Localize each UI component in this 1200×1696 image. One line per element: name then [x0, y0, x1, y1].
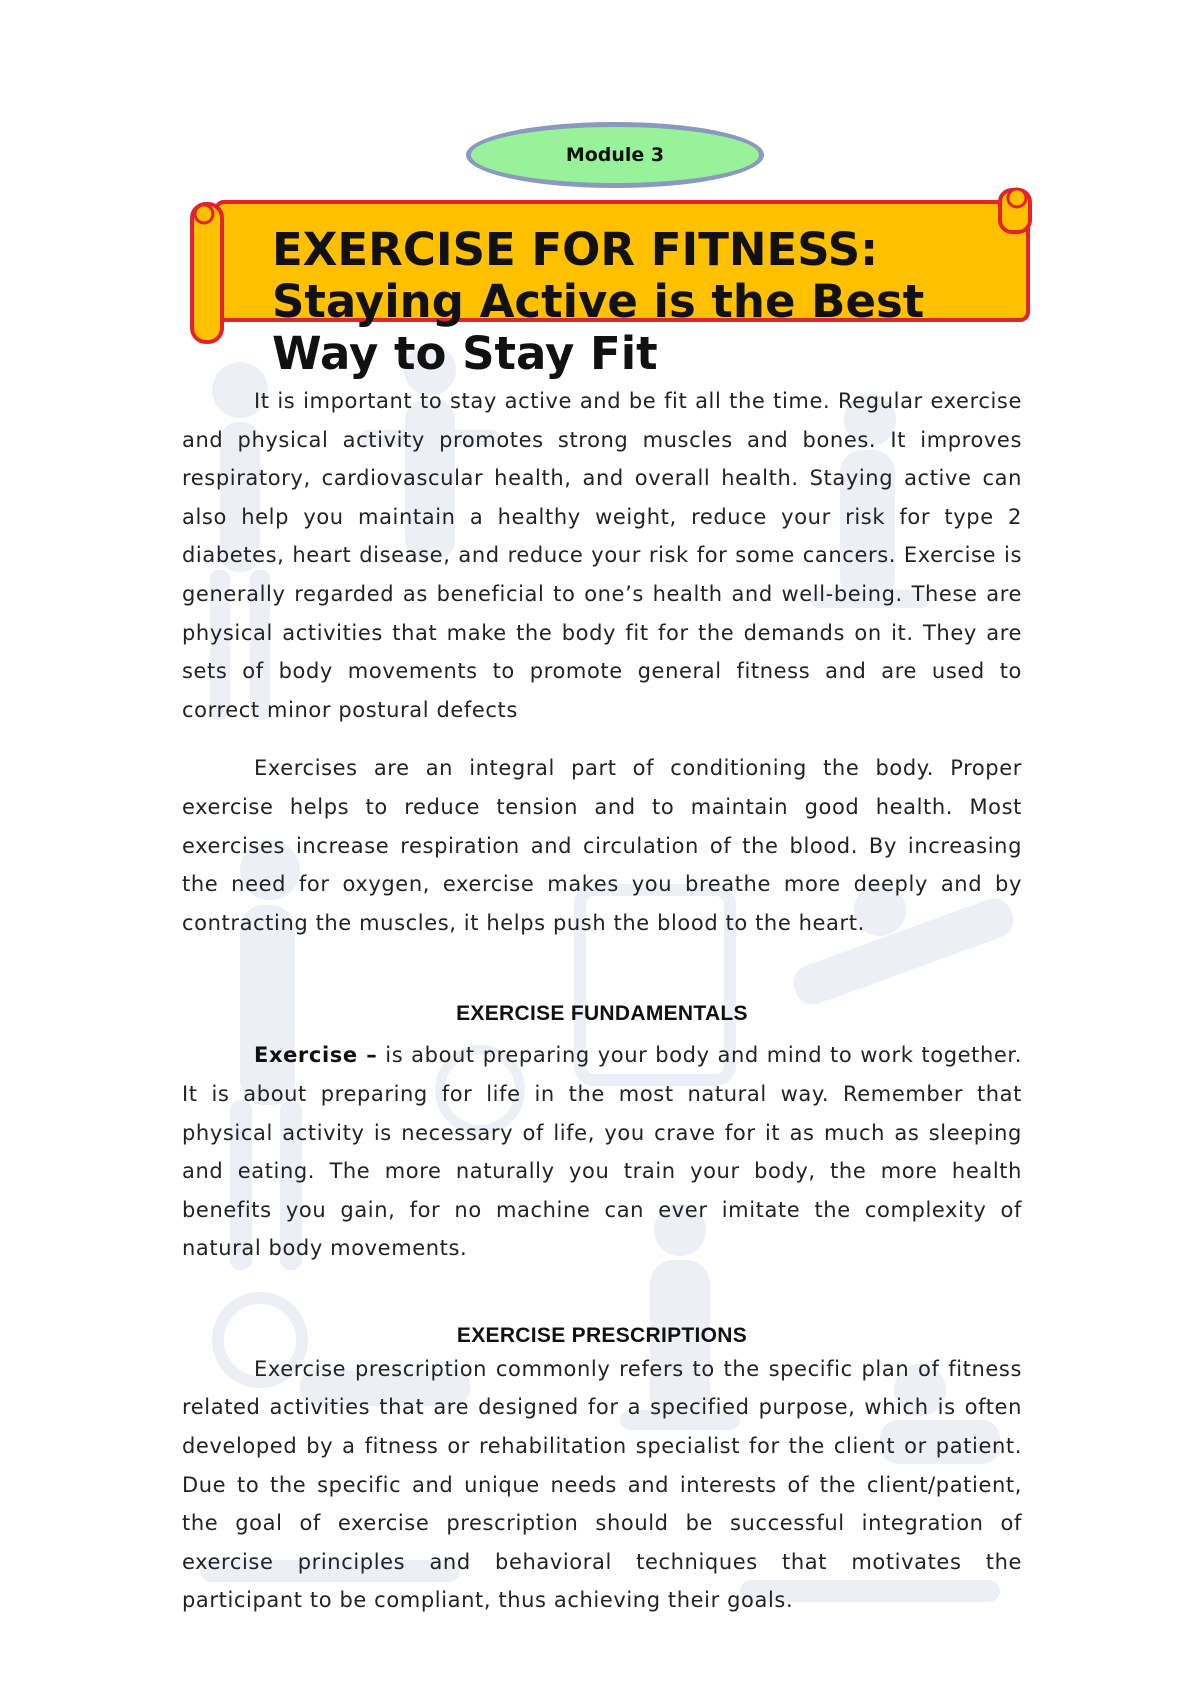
fundamentals-heading: EXERCISE FUNDAMENTALS [456, 1002, 748, 1026]
conditioning-paragraph: Exercises are an integral part of conditioning the body. Proper exercise helps to reduce tension and to maintain good health. Most exercises increase respiration and circulation of the blood. By increasing the need for oxygen, exercise makes you breathe more deeply and by contracting the muscles, it helps push the blood to the heart. [182, 756, 1022, 935]
prescriptions-paragraph: Exercise prescription commonly refers to the specific plan of fitness related activities that are designed for a specified purpose, which is often developed by a fitness or rehabilitation specialist for the client or patient. Due to the specific and unique needs and interests of the client/patient, the goal of exercise prescription should be successful integration of exercise principles and behavioral techniques that motivates the participant to be compliant, thus achieving their goals. [182, 1356, 1022, 1613]
main-content [182, 382, 1022, 1620]
module-label: Module 3 [565, 144, 665, 166]
prescriptions-heading: EXERCISE PRESCRIPTIONS [456, 1323, 748, 1347]
intro-paragraph: It is important to stay active and be fit all the time. Regular exercise and physical activity promotes strong muscles and bones. It improves respiratory, cardiovascular health, and overall health. Staying active can also help you maintain a healthy weight, reduce your risk for type 2 diabetes, heart disease, and reduce your risk for some cancers. Exercise is generally regarded as beneficial to one’s health and well-being. These are physical activities that make the body fit for the demands on it. They are sets of body movements to promote general fitness and are used to correct minor postural defects [182, 389, 1022, 722]
module-badge [466, 122, 764, 188]
exercise-term: Exercise – [254, 1043, 378, 1068]
page-title: EXERCISE FOR FITNESS: Staying Active is the Best Way to Stay Fit [272, 223, 925, 380]
exercise-definition: is about preparing your body and mind to work together. It is about preparing for life in the most natural way. Remember that physical activity is necessary of life, you crave for it as much as sleeping and eating. The more naturally you train your body, the more health benefits you gain, for no machine can ever imitate the complexity of natural body movements. [182, 1043, 1022, 1261]
fundamentals-paragraph [182, 1036, 1022, 1268]
